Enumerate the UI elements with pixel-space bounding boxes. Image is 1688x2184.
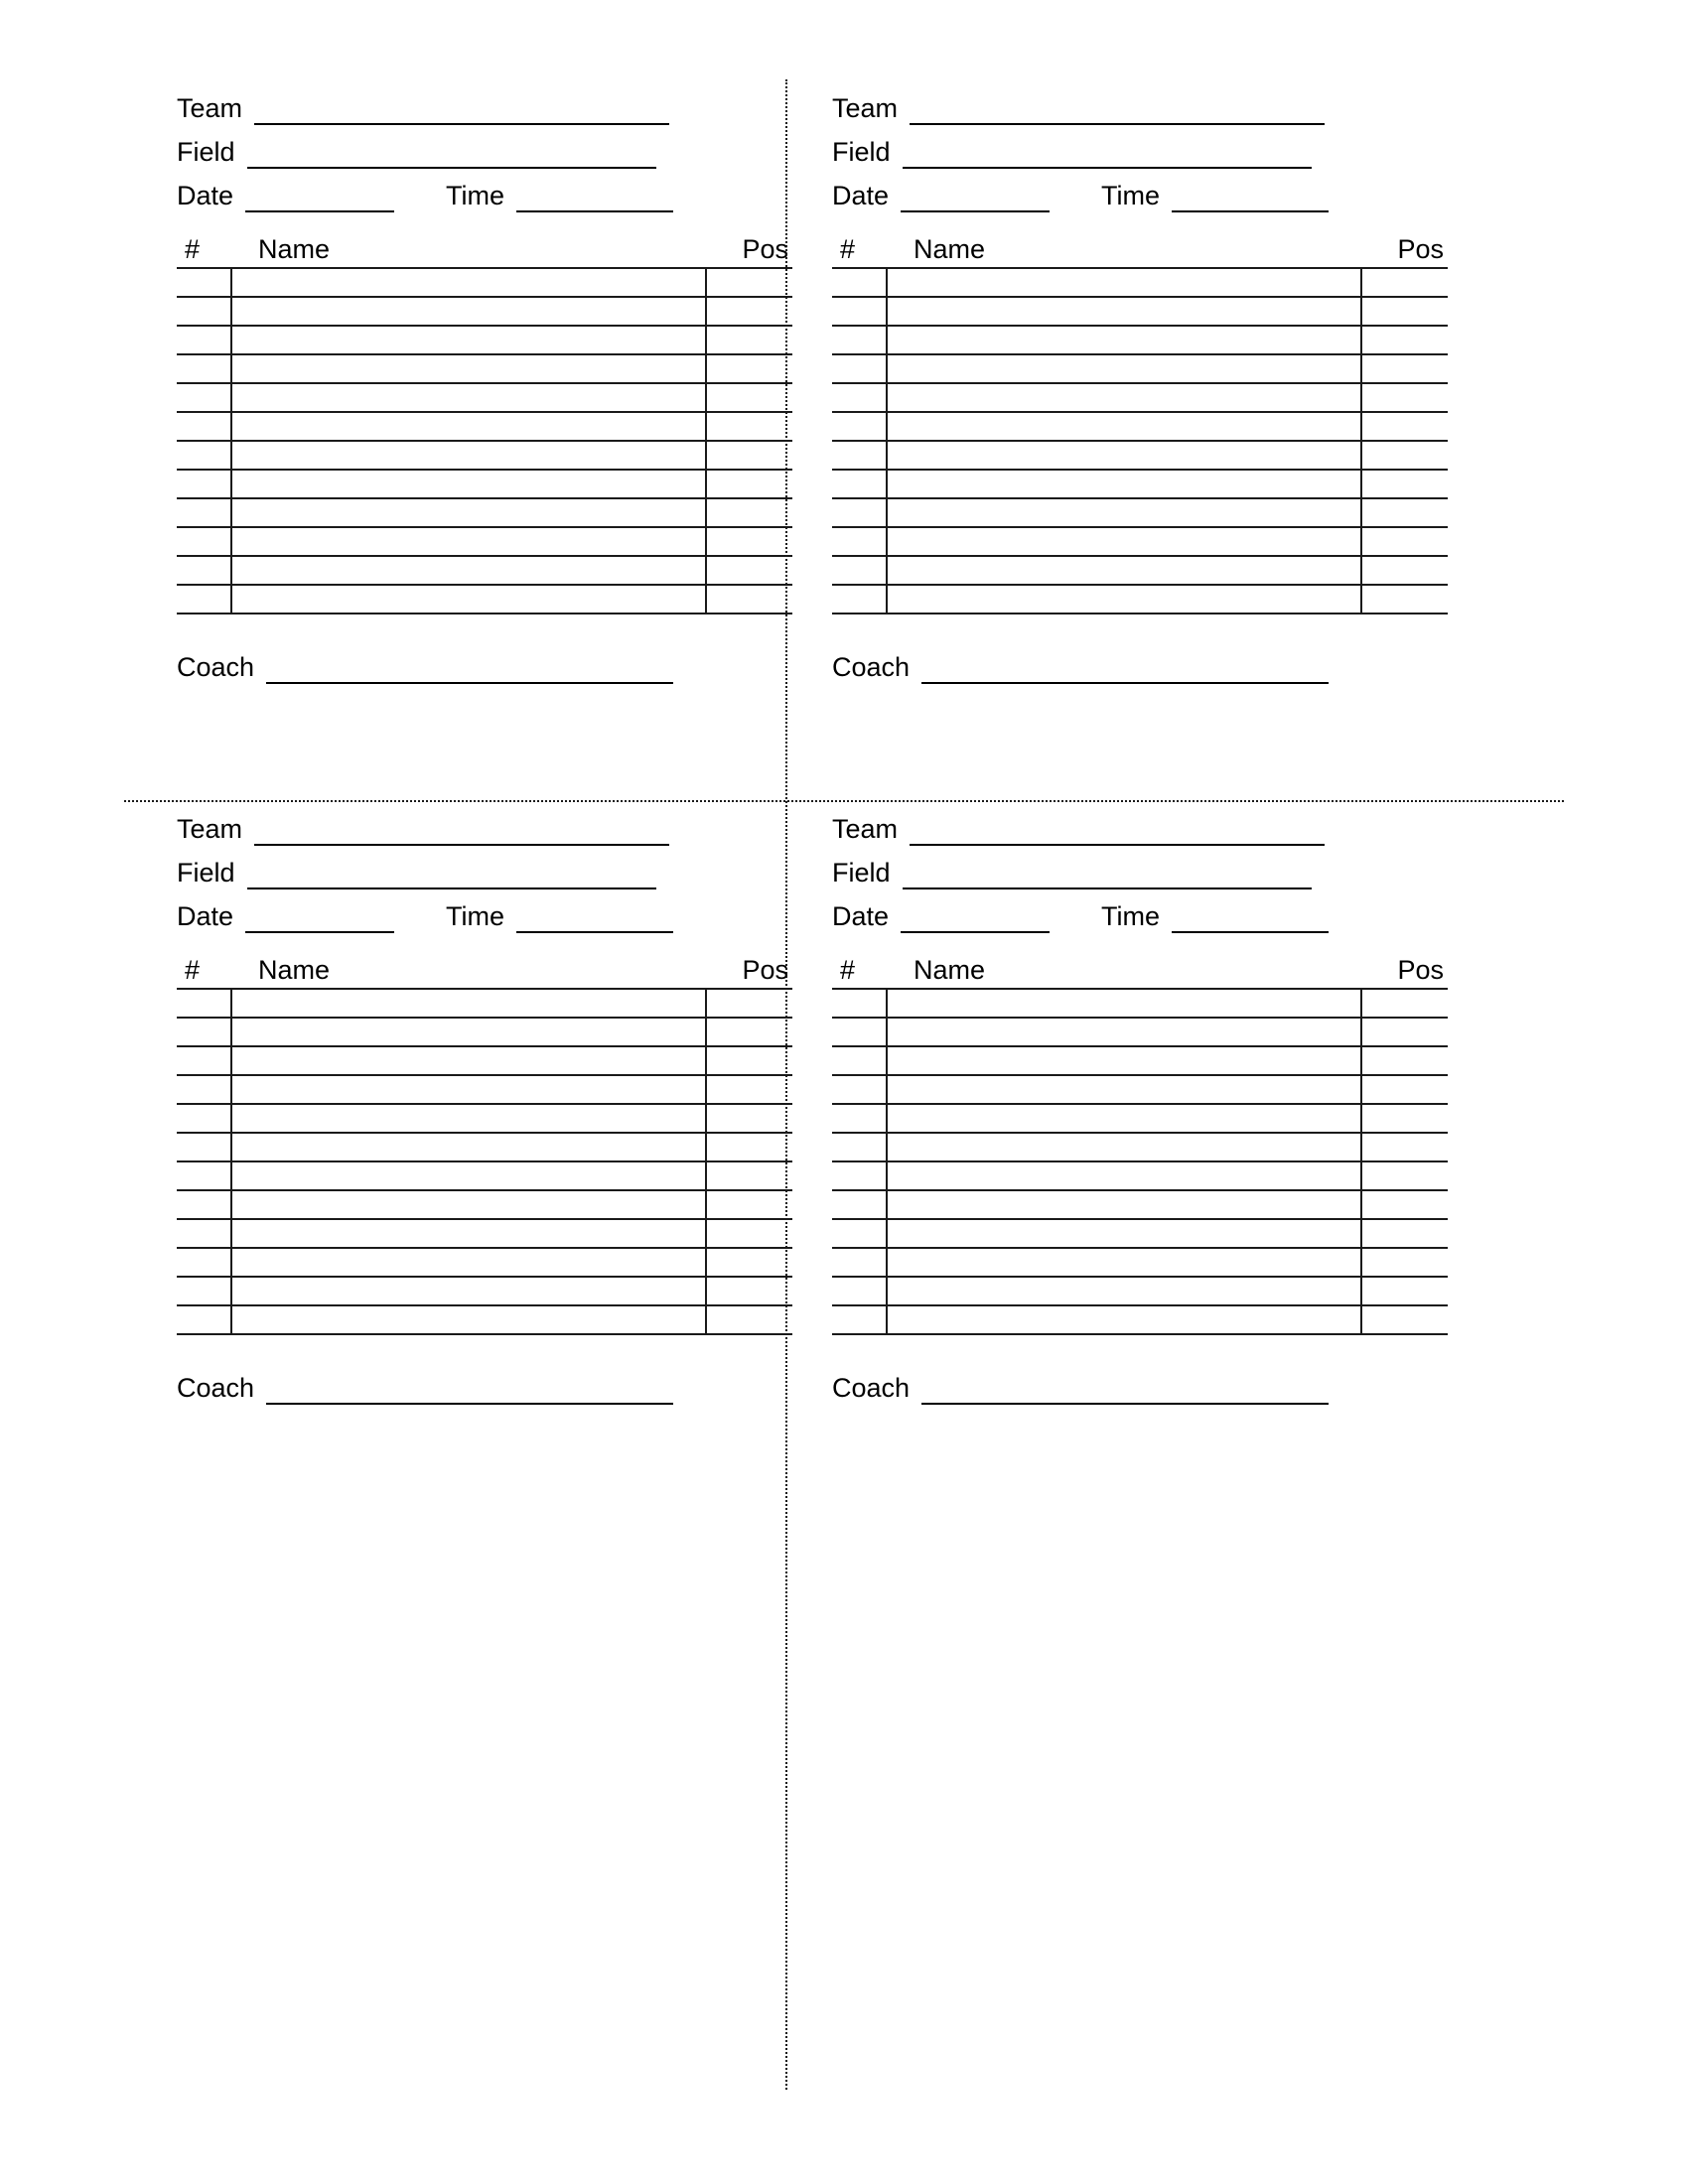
table-row <box>832 1190 1448 1219</box>
cell-position[interactable] <box>706 1219 792 1248</box>
table-row <box>177 1305 792 1334</box>
cell-position[interactable] <box>1361 441 1448 470</box>
table-row <box>832 383 1448 412</box>
cell-number[interactable] <box>177 585 231 614</box>
column-header-position: Pos <box>1397 234 1444 264</box>
date-input[interactable] <box>245 905 394 933</box>
table-row <box>832 1277 1448 1305</box>
cell-number[interactable] <box>177 1133 231 1161</box>
cell-name[interactable] <box>231 1277 706 1305</box>
column-header-name: Name <box>914 234 986 264</box>
cell-number[interactable] <box>177 1018 231 1046</box>
cell-number[interactable] <box>832 527 887 556</box>
cell-position[interactable] <box>706 1248 792 1277</box>
cell-name[interactable] <box>887 1277 1361 1305</box>
table-row <box>832 470 1448 498</box>
roster-table-body <box>177 268 792 614</box>
team-label: Team <box>177 93 243 123</box>
cell-position[interactable] <box>1361 297 1448 326</box>
cell-number[interactable] <box>832 1277 887 1305</box>
cell-name[interactable] <box>231 1305 706 1334</box>
cell-name[interactable] <box>231 412 706 441</box>
time-label: Time <box>1101 901 1161 931</box>
coach-label: Coach <box>177 1373 255 1403</box>
table-row <box>832 1104 1448 1133</box>
column-header-number: # <box>185 234 201 264</box>
coach-input[interactable] <box>266 656 673 684</box>
cell-position[interactable] <box>1361 556 1448 585</box>
coach-input[interactable] <box>921 656 1329 684</box>
date-time-row <box>832 889 1448 933</box>
cell-name[interactable] <box>231 498 706 527</box>
cell-position[interactable] <box>1361 527 1448 556</box>
date-input[interactable] <box>901 905 1050 933</box>
cell-name[interactable] <box>887 1046 1361 1075</box>
team-row <box>832 81 1448 125</box>
table-row <box>177 354 792 383</box>
coach-input[interactable] <box>266 1377 673 1405</box>
cell-position[interactable] <box>706 527 792 556</box>
team-row <box>177 81 792 125</box>
cell-number[interactable] <box>177 1305 231 1334</box>
cell-position[interactable] <box>706 498 792 527</box>
team-input[interactable] <box>254 97 669 125</box>
table-row <box>177 1075 792 1104</box>
roster-section <box>832 234 1448 614</box>
cell-number[interactable] <box>177 1075 231 1104</box>
roster-header <box>177 955 792 988</box>
cell-position[interactable] <box>706 1133 792 1161</box>
cell-position[interactable] <box>706 1190 792 1219</box>
cell-position[interactable] <box>1361 1190 1448 1219</box>
field-row <box>177 846 792 889</box>
cell-name[interactable] <box>887 989 1361 1018</box>
cell-name[interactable] <box>887 527 1361 556</box>
cell-number[interactable] <box>832 297 887 326</box>
cell-position[interactable] <box>1361 1219 1448 1248</box>
field-row <box>832 125 1448 169</box>
team-label: Team <box>177 814 243 844</box>
cell-name[interactable] <box>887 498 1361 527</box>
cell-position[interactable] <box>1361 989 1448 1018</box>
cell-name[interactable] <box>887 1219 1361 1248</box>
cell-name[interactable] <box>231 383 706 412</box>
cell-position[interactable] <box>706 383 792 412</box>
table-row <box>832 1133 1448 1161</box>
cell-number[interactable] <box>832 1075 887 1104</box>
coach-row <box>832 644 1448 684</box>
cell-name[interactable] <box>231 556 706 585</box>
cell-number[interactable] <box>832 1046 887 1075</box>
column-header-position: Pos <box>742 955 788 985</box>
cell-name[interactable] <box>231 1219 706 1248</box>
cell-name[interactable] <box>887 1133 1361 1161</box>
cell-number[interactable] <box>177 268 231 297</box>
cell-position[interactable] <box>1361 1277 1448 1305</box>
cell-number[interactable] <box>832 1133 887 1161</box>
cell-number[interactable] <box>177 1161 231 1190</box>
cell-number[interactable] <box>832 585 887 614</box>
column-header-name: Name <box>258 234 331 264</box>
table-row <box>177 1104 792 1133</box>
cell-name[interactable] <box>887 441 1361 470</box>
cell-position[interactable] <box>706 1046 792 1075</box>
cell-name[interactable] <box>887 470 1361 498</box>
date-time-row <box>177 889 792 933</box>
cell-number[interactable] <box>177 527 231 556</box>
roster-header <box>832 234 1448 267</box>
coach-label: Coach <box>832 1373 911 1403</box>
cell-number[interactable] <box>832 1219 887 1248</box>
column-header-position: Pos <box>742 234 788 264</box>
cell-name[interactable] <box>231 268 706 297</box>
date-label: Date <box>832 901 890 931</box>
column-header-name: Name <box>258 955 331 985</box>
table-row <box>832 326 1448 354</box>
cell-number[interactable] <box>177 1104 231 1133</box>
column-header-number: # <box>840 955 856 985</box>
team-row <box>832 802 1448 846</box>
cell-position[interactable] <box>1361 1133 1448 1161</box>
cell-position[interactable] <box>1361 1161 1448 1190</box>
cell-name[interactable] <box>887 556 1361 585</box>
cell-name[interactable] <box>887 1248 1361 1277</box>
table-row <box>832 268 1448 297</box>
time-label: Time <box>446 181 505 210</box>
cell-number[interactable] <box>832 268 887 297</box>
team-label: Team <box>832 93 899 123</box>
date-label: Date <box>832 181 890 210</box>
date-label: Date <box>177 901 234 931</box>
cell-number[interactable] <box>832 383 887 412</box>
cell-position[interactable] <box>706 354 792 383</box>
field-input[interactable] <box>903 862 1312 889</box>
table-row <box>177 412 792 441</box>
table-row <box>832 498 1448 527</box>
roster-section <box>177 234 792 614</box>
cell-position[interactable] <box>706 989 792 1018</box>
cell-number[interactable] <box>177 326 231 354</box>
cell-position[interactable] <box>706 556 792 585</box>
cell-name[interactable] <box>231 470 706 498</box>
time-input[interactable] <box>1172 905 1329 933</box>
cell-name[interactable] <box>231 989 706 1018</box>
table-row <box>832 527 1448 556</box>
cell-name[interactable] <box>887 383 1361 412</box>
cell-position[interactable] <box>1361 498 1448 527</box>
cell-number[interactable] <box>177 297 231 326</box>
cell-position[interactable] <box>1361 383 1448 412</box>
time-input[interactable] <box>516 905 673 933</box>
cell-number[interactable] <box>832 326 887 354</box>
table-row <box>177 1133 792 1161</box>
cell-number[interactable] <box>177 354 231 383</box>
cell-name[interactable] <box>887 326 1361 354</box>
table-row <box>832 1219 1448 1248</box>
roster-header <box>832 955 1448 988</box>
cell-name[interactable] <box>231 585 706 614</box>
time-input[interactable] <box>516 185 673 212</box>
table-row <box>832 1248 1448 1277</box>
time-input[interactable] <box>1172 185 1329 212</box>
date-input[interactable] <box>245 185 394 212</box>
cell-name[interactable] <box>231 1075 706 1104</box>
cell-name[interactable] <box>231 527 706 556</box>
roster-table <box>832 267 1448 614</box>
field-row <box>177 125 792 169</box>
table-row <box>177 1190 792 1219</box>
cell-number[interactable] <box>177 498 231 527</box>
cell-position[interactable] <box>706 268 792 297</box>
table-row <box>177 1219 792 1248</box>
team-label: Team <box>832 814 899 844</box>
table-row <box>177 989 792 1018</box>
lineup-card-top-right <box>832 81 1448 684</box>
cell-position[interactable] <box>706 412 792 441</box>
time-label: Time <box>1101 181 1161 210</box>
coach-row <box>177 1365 792 1405</box>
cell-name[interactable] <box>231 1161 706 1190</box>
cell-number[interactable] <box>832 1161 887 1190</box>
cell-name[interactable] <box>887 1104 1361 1133</box>
cell-number[interactable] <box>832 354 887 383</box>
table-row <box>177 1018 792 1046</box>
cell-number[interactable] <box>832 441 887 470</box>
cell-number[interactable] <box>177 441 231 470</box>
table-row <box>177 556 792 585</box>
cell-name[interactable] <box>231 1190 706 1219</box>
table-row <box>177 1248 792 1277</box>
field-label: Field <box>832 137 891 167</box>
table-row <box>177 1277 792 1305</box>
cell-number[interactable] <box>832 470 887 498</box>
cell-number[interactable] <box>832 989 887 1018</box>
column-header-position: Pos <box>1397 955 1444 985</box>
cell-position[interactable] <box>706 1305 792 1334</box>
table-row <box>832 1161 1448 1190</box>
cell-number[interactable] <box>177 412 231 441</box>
roster-table <box>832 988 1448 1335</box>
table-row <box>177 441 792 470</box>
cell-position[interactable] <box>706 1018 792 1046</box>
cell-position[interactable] <box>706 1277 792 1305</box>
cell-name[interactable] <box>887 412 1361 441</box>
lineup-card-top-left <box>177 81 792 684</box>
cell-position[interactable] <box>1361 470 1448 498</box>
table-row <box>177 1161 792 1190</box>
column-header-number: # <box>840 234 856 264</box>
cell-number[interactable] <box>177 1046 231 1075</box>
cell-number[interactable] <box>832 412 887 441</box>
table-row <box>832 585 1448 614</box>
time-label: Time <box>446 901 505 931</box>
cell-number[interactable] <box>832 498 887 527</box>
cell-number[interactable] <box>177 1219 231 1248</box>
roster-table <box>177 988 792 1335</box>
table-row <box>832 1075 1448 1104</box>
roster-section <box>832 955 1448 1335</box>
table-row <box>832 556 1448 585</box>
cell-position[interactable] <box>1361 326 1448 354</box>
roster-table <box>177 267 792 614</box>
cell-number[interactable] <box>177 1248 231 1277</box>
cell-position[interactable] <box>1361 1046 1448 1075</box>
cell-name[interactable] <box>887 354 1361 383</box>
date-label: Date <box>177 181 234 210</box>
cell-position[interactable] <box>1361 268 1448 297</box>
cell-position[interactable] <box>1361 1075 1448 1104</box>
cell-name[interactable] <box>887 1190 1361 1219</box>
cell-position[interactable] <box>1361 585 1448 614</box>
roster-table-body <box>832 989 1448 1334</box>
coach-label: Coach <box>832 652 911 682</box>
table-row <box>177 383 792 412</box>
cell-number[interactable] <box>832 1104 887 1133</box>
cell-number[interactable] <box>832 1248 887 1277</box>
cell-number[interactable] <box>177 1190 231 1219</box>
table-row <box>177 1046 792 1075</box>
table-row <box>832 412 1448 441</box>
cell-number[interactable] <box>832 1018 887 1046</box>
cell-name[interactable] <box>887 585 1361 614</box>
cell-position[interactable] <box>706 326 792 354</box>
table-row <box>832 989 1448 1018</box>
cell-position[interactable] <box>706 470 792 498</box>
field-label: Field <box>177 858 235 887</box>
column-header-name: Name <box>914 955 986 985</box>
cell-number[interactable] <box>832 556 887 585</box>
cell-position[interactable] <box>706 1161 792 1190</box>
cell-position[interactable] <box>1361 1018 1448 1046</box>
table-row <box>177 326 792 354</box>
roster-table-body <box>832 268 1448 614</box>
field-label: Field <box>832 858 891 887</box>
date-time-row <box>177 169 792 212</box>
cell-name[interactable] <box>231 354 706 383</box>
cell-number[interactable] <box>832 1190 887 1219</box>
cell-name[interactable] <box>887 1018 1361 1046</box>
team-input[interactable] <box>910 97 1325 125</box>
roster-section <box>177 955 792 1335</box>
table-row <box>832 297 1448 326</box>
table-row <box>832 354 1448 383</box>
coach-input[interactable] <box>921 1377 1329 1405</box>
field-input[interactable] <box>247 141 656 169</box>
team-input[interactable] <box>254 818 669 846</box>
table-row <box>177 297 792 326</box>
cell-position[interactable] <box>1361 412 1448 441</box>
table-row <box>177 527 792 556</box>
cell-name[interactable] <box>887 268 1361 297</box>
table-row <box>177 498 792 527</box>
cell-name[interactable] <box>231 441 706 470</box>
cell-name[interactable] <box>887 1305 1361 1334</box>
cell-position[interactable] <box>1361 1248 1448 1277</box>
table-row <box>832 441 1448 470</box>
cell-name[interactable] <box>231 1104 706 1133</box>
table-row <box>832 1018 1448 1046</box>
cell-position[interactable] <box>706 1104 792 1133</box>
field-row <box>832 846 1448 889</box>
column-header-number: # <box>185 955 201 985</box>
cell-name[interactable] <box>231 1248 706 1277</box>
cell-position[interactable] <box>706 297 792 326</box>
coach-row <box>177 644 792 684</box>
cell-name[interactable] <box>231 1046 706 1075</box>
cell-name[interactable] <box>887 1161 1361 1190</box>
table-row <box>177 585 792 614</box>
cell-number[interactable] <box>177 556 231 585</box>
team-input[interactable] <box>910 818 1325 846</box>
cell-number[interactable] <box>177 383 231 412</box>
cell-position[interactable] <box>1361 1104 1448 1133</box>
field-label: Field <box>177 137 235 167</box>
coach-row <box>832 1365 1448 1405</box>
cell-position[interactable] <box>706 441 792 470</box>
cell-position[interactable] <box>1361 1305 1448 1334</box>
cell-name[interactable] <box>887 297 1361 326</box>
cell-name[interactable] <box>231 1133 706 1161</box>
field-input[interactable] <box>247 862 656 889</box>
table-row <box>177 470 792 498</box>
date-input[interactable] <box>901 185 1050 212</box>
coach-label: Coach <box>177 652 255 682</box>
field-input[interactable] <box>903 141 1312 169</box>
lineup-card-bottom-right <box>832 802 1448 1405</box>
cell-number[interactable] <box>177 989 231 1018</box>
cell-position[interactable] <box>706 1075 792 1104</box>
cell-name[interactable] <box>231 297 706 326</box>
cell-name[interactable] <box>887 1075 1361 1104</box>
roster-header <box>177 234 792 267</box>
roster-table-body <box>177 989 792 1334</box>
team-row <box>177 802 792 846</box>
cell-position[interactable] <box>706 585 792 614</box>
cell-position[interactable] <box>1361 354 1448 383</box>
lineup-card-bottom-left <box>177 802 792 1405</box>
cell-number[interactable] <box>832 1305 887 1334</box>
date-time-row <box>832 169 1448 212</box>
cell-number[interactable] <box>177 470 231 498</box>
table-row <box>832 1046 1448 1075</box>
table-row <box>832 1305 1448 1334</box>
cell-name[interactable] <box>231 1018 706 1046</box>
cell-name[interactable] <box>231 326 706 354</box>
cell-number[interactable] <box>177 1277 231 1305</box>
table-row <box>177 268 792 297</box>
